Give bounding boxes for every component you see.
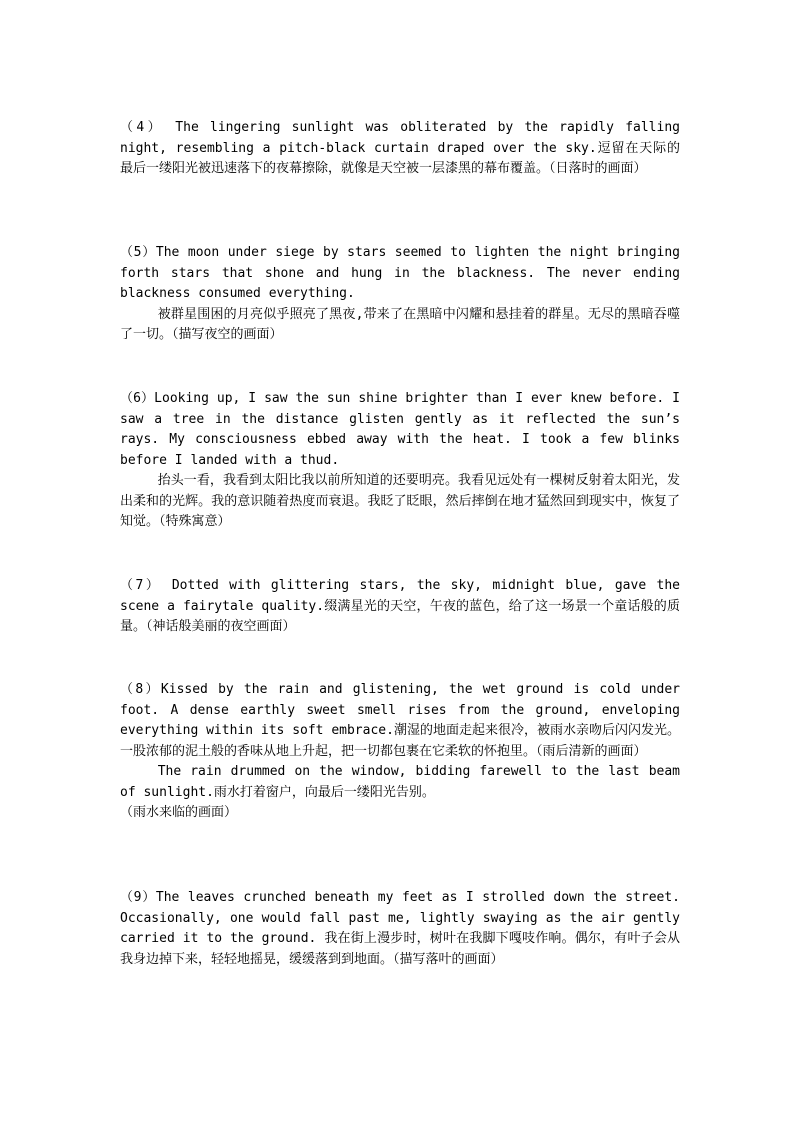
example-8-caption: （雨水来临的画面） [120, 805, 238, 820]
example-8 [120, 680, 680, 824]
example-7 [120, 576, 680, 638]
example-8-rain-window: The rain drummed on the window, bidding farewell to the last beam of sunlight.雨水打着窗户，向最后一缕阳光告别。 [120, 764, 680, 800]
example-6 [120, 389, 680, 533]
example-4 [120, 118, 680, 180]
example-9 [120, 888, 680, 970]
example-5 [120, 243, 680, 346]
example-6-english: （6）Looking up, I saw the sun shine brighter than I ever knew before. I saw a tree in the distance glisten gently as it reflected the sun’s rays. My consciousness ebbed away with the heat. I took a few blinks before I landed with a thud. [120, 391, 680, 468]
example-5-translation: 被群星围困的月亮似乎照亮了黑夜,带来了在黑暗中闪耀和悬挂着的群星。无尽的黑暗吞噬了一切。（描写夜空的画面） [120, 306, 680, 342]
example-6-translation: 抬头一看，我看到太阳比我以前所知道的还要明亮。我看见远处有一棵树反射着太阳光，发出柔和的光辉。我的意识随着热度而衰退。我眨了眨眼，然后摔倒在地才猛然回到现实中，恢复了知觉。（特殊寓意） [120, 473, 680, 529]
example-4-text: （4） The lingering sunlight was obliterated by the rapidly falling night, resembling a pitch-black curtain draped over the sky.逗留在天际的最后一缕阳光被迅速落下的夜幕擦除，就像是天空被一层漆黑的幕布覆盖。（日落时的画面） [120, 120, 680, 176]
example-9-text: （9）The leaves crunched beneath my feet as I strolled down the street. Occasionally, one would fall past me, lightly swaying as the air gently carried it to the ground. 我在街上漫步时，树叶在我脚下嘎吱作响。偶尔，有叶子会从我身边掉下来，轻轻地摇晃，缓缓落到到地面。（描写落叶的画面） [120, 890, 680, 967]
example-8-text: （8）Kissed by the rain and glistening, the wet ground is cold under foot. A dense earthly sweet smell rises from the ground, enveloping everything within its soft embrace.潮湿的地面走起来很冷，被雨水亲吻后闪闪发光。一股浓郁的泥土般的香味从地上升起，把一切都包裹在它柔软的怀抱里。（雨后清新的画面） [120, 682, 680, 759]
example-7-text: （7） Dotted with glittering stars, the sky, midnight blue, gave the scene a fairytale quality.缀满星光的天空，午夜的蓝色，给了这一场景一个童话般的质量。（神话般美丽的夜空画面） [120, 578, 680, 634]
example-5-english: （5）The moon under siege by stars seemed to lighten the night bringing forth stars that shone and hung in the blackness. The never ending blackness consumed everything. [120, 245, 680, 301]
